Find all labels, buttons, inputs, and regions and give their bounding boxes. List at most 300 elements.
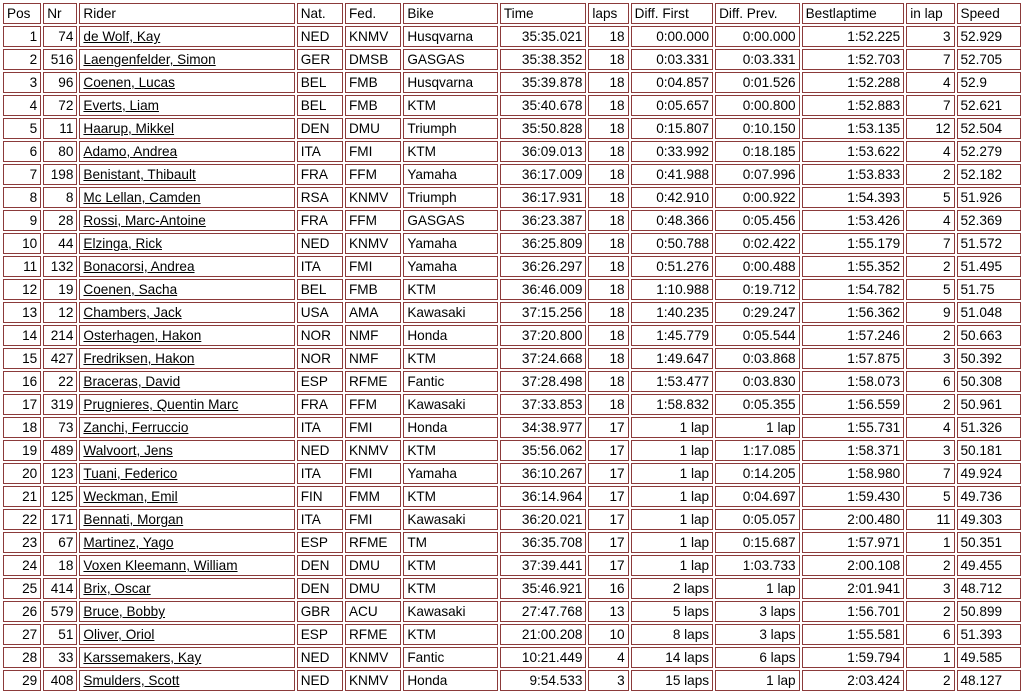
cell-diff-prev: 1:17.085 (715, 440, 800, 461)
rider-link[interactable]: Elzinga, Rick (83, 236, 162, 251)
cell-laps: 18 (588, 164, 628, 185)
table-row (3, 256, 1021, 277)
cell-bike: Kawasaki (403, 601, 498, 622)
cell-diff-prev: 6 laps (715, 647, 800, 668)
cell-speed: 50.392 (957, 348, 1022, 369)
rider-link[interactable]: Zanchi, Ferruccio (83, 420, 189, 435)
cell-rider (79, 509, 294, 530)
cell-bike: KTM (403, 624, 498, 645)
cell-nr: 427 (43, 348, 77, 369)
cell-in-lap: 3 (906, 26, 954, 47)
column-header-laps: laps (588, 3, 628, 24)
cell-nr: 44 (43, 233, 77, 254)
cell-bike: Fantic (403, 371, 498, 392)
cell-fed: DMU (345, 555, 401, 576)
cell-diff-prev: 0:05.544 (715, 325, 800, 346)
cell-diff-first: 0:04.857 (631, 72, 713, 93)
cell-bike: Husqvarna (403, 26, 498, 47)
rider-link[interactable]: Prugnieres, Quentin Marc (83, 397, 239, 412)
cell-in-lap: 12 (906, 118, 954, 139)
cell-rider (79, 95, 294, 116)
column-header-rider: Rider (79, 3, 294, 24)
cell-time: 36:26.297 (500, 256, 587, 277)
rider-link[interactable]: Chambers, Jack (83, 305, 182, 320)
cell-bike: KTM (403, 279, 498, 300)
cell-pos: 10 (3, 233, 41, 254)
cell-rider (79, 647, 294, 668)
cell-in-lap: 9 (906, 302, 954, 323)
cell-pos: 20 (3, 463, 41, 484)
column-header-nr: Nr (43, 3, 77, 24)
cell-bike: GASGAS (403, 210, 498, 231)
cell-diff-first: 0:41.988 (631, 164, 713, 185)
cell-diff-prev: 0:05.057 (715, 509, 800, 530)
cell-bestlaptime: 1:56.559 (802, 394, 905, 415)
cell-nat: ITA (297, 463, 343, 484)
cell-fed: FMB (345, 72, 401, 93)
cell-speed: 51.393 (957, 624, 1022, 645)
cell-pos: 6 (3, 141, 41, 162)
cell-diff-first: 1:40.235 (631, 302, 713, 323)
column-header-diff-first: Diff. First (631, 3, 713, 24)
table-row (3, 72, 1021, 93)
cell-bestlaptime: 1:55.352 (802, 256, 905, 277)
cell-pos: 8 (3, 187, 41, 208)
cell-nr: 171 (43, 509, 77, 530)
cell-laps: 18 (588, 187, 628, 208)
cell-rider (79, 164, 294, 185)
cell-diff-prev: 0:29.247 (715, 302, 800, 323)
table-row (3, 486, 1021, 507)
cell-bestlaptime: 1:59.794 (802, 647, 905, 668)
cell-in-lap: 2 (906, 394, 954, 415)
table-row (3, 601, 1021, 622)
cell-nr: 319 (43, 394, 77, 415)
cell-time: 35:50.828 (500, 118, 587, 139)
cell-pos: 25 (3, 578, 41, 599)
table-row (3, 371, 1021, 392)
table-row (3, 164, 1021, 185)
cell-nat: DEN (297, 555, 343, 576)
cell-bestlaptime: 1:59.430 (802, 486, 905, 507)
cell-rider (79, 325, 294, 346)
rider-link[interactable]: Walvoort, Jens (83, 443, 173, 458)
cell-nr: 408 (43, 670, 77, 691)
cell-nr: 18 (43, 555, 77, 576)
table-row (3, 26, 1021, 47)
cell-time: 36:35.708 (500, 532, 587, 553)
cell-diff-prev: 0:03.830 (715, 371, 800, 392)
cell-nr: 51 (43, 624, 77, 645)
cell-nat: NED (297, 647, 343, 668)
cell-pos: 23 (3, 532, 41, 553)
cell-bestlaptime: 1:58.371 (802, 440, 905, 461)
cell-pos: 1 (3, 26, 41, 47)
table-row (3, 647, 1021, 668)
cell-pos: 12 (3, 279, 41, 300)
cell-pos: 29 (3, 670, 41, 691)
cell-nr: 214 (43, 325, 77, 346)
cell-fed: DMSB (345, 49, 401, 70)
cell-rider (79, 256, 294, 277)
table-row (3, 394, 1021, 415)
cell-nat: NOR (297, 325, 343, 346)
cell-diff-prev: 0:03.868 (715, 348, 800, 369)
header-row (3, 3, 1021, 24)
rider-link[interactable]: Rossi, Marc-Antoine (83, 213, 206, 228)
cell-pos: 16 (3, 371, 41, 392)
rider-link[interactable]: Martinez, Yago (83, 535, 174, 550)
cell-diff-prev: 3 laps (715, 601, 800, 622)
cell-time: 37:28.498 (500, 371, 587, 392)
cell-pos: 14 (3, 325, 41, 346)
cell-pos: 21 (3, 486, 41, 507)
cell-bestlaptime: 1:52.288 (802, 72, 905, 93)
rider-link[interactable]: Mc Lellan, Camden (83, 190, 201, 205)
cell-bike: Kawasaki (403, 509, 498, 530)
cell-speed: 51.495 (957, 256, 1022, 277)
rider-link[interactable]: Braceras, David (83, 374, 181, 389)
table-row (3, 325, 1021, 346)
cell-rider (79, 210, 294, 231)
cell-bestlaptime: 1:55.731 (802, 417, 905, 438)
cell-bestlaptime: 1:55.581 (802, 624, 905, 645)
cell-bike: KTM (403, 578, 498, 599)
cell-nr: 80 (43, 141, 77, 162)
cell-diff-first: 1:58.832 (631, 394, 713, 415)
cell-nr: 123 (43, 463, 77, 484)
cell-laps: 18 (588, 348, 628, 369)
cell-pos: 24 (3, 555, 41, 576)
rider-link[interactable]: Bennati, Morgan (83, 512, 184, 527)
cell-bestlaptime: 2:00.108 (802, 555, 905, 576)
cell-nat: DEN (297, 578, 343, 599)
cell-rider (79, 624, 294, 645)
cell-nat: BEL (297, 72, 343, 93)
cell-diff-first: 2 laps (631, 578, 713, 599)
cell-pos: 5 (3, 118, 41, 139)
cell-in-lap: 7 (906, 49, 954, 70)
cell-diff-first: 0:51.276 (631, 256, 713, 277)
cell-diff-prev: 3 laps (715, 624, 800, 645)
cell-in-lap: 4 (906, 72, 954, 93)
cell-fed: FMM (345, 486, 401, 507)
cell-time: 36:10.267 (500, 463, 587, 484)
cell-bestlaptime: 1:57.246 (802, 325, 905, 346)
cell-bike: KTM (403, 555, 498, 576)
cell-speed: 50.899 (957, 601, 1022, 622)
cell-fed: FFM (345, 394, 401, 415)
column-header-bike: Bike (403, 3, 498, 24)
column-header-speed: Speed (957, 3, 1022, 24)
rider-link[interactable]: Bonacorsi, Andrea (83, 259, 195, 274)
cell-laps: 13 (588, 601, 628, 622)
cell-rider (79, 486, 294, 507)
cell-bike: KTM (403, 486, 498, 507)
cell-bestlaptime: 1:53.833 (802, 164, 905, 185)
cell-speed: 51.048 (957, 302, 1022, 323)
cell-pos: 26 (3, 601, 41, 622)
cell-diff-prev: 0:00.922 (715, 187, 800, 208)
cell-speed: 49.736 (957, 486, 1022, 507)
rider-link[interactable]: Brix, Oscar (83, 581, 151, 596)
cell-diff-first: 0:33.992 (631, 141, 713, 162)
cell-in-lap: 4 (906, 210, 954, 231)
rider-link[interactable]: Fredriksen, Hakon (83, 351, 195, 366)
cell-bestlaptime: 1:52.225 (802, 26, 905, 47)
cell-laps: 18 (588, 302, 628, 323)
cell-laps: 17 (588, 532, 628, 553)
rider-link[interactable]: Haarup, Mikkel (83, 121, 175, 136)
cell-fed: FMI (345, 463, 401, 484)
cell-diff-first: 15 laps (631, 670, 713, 691)
cell-laps: 17 (588, 509, 628, 530)
cell-nat: RSA (297, 187, 343, 208)
cell-bestlaptime: 1:58.073 (802, 371, 905, 392)
cell-nr: 33 (43, 647, 77, 668)
cell-speed: 50.663 (957, 325, 1022, 346)
cell-nr: 11 (43, 118, 77, 139)
cell-time: 34:38.977 (500, 417, 587, 438)
cell-nr: 19 (43, 279, 77, 300)
cell-bike: GASGAS (403, 49, 498, 70)
cell-diff-first: 0:42.910 (631, 187, 713, 208)
cell-diff-first: 0:50.788 (631, 233, 713, 254)
cell-diff-first: 1 lap (631, 486, 713, 507)
cell-in-lap: 7 (906, 463, 954, 484)
cell-time: 36:17.009 (500, 164, 587, 185)
table-row (3, 463, 1021, 484)
cell-fed: FMI (345, 417, 401, 438)
cell-rider (79, 371, 294, 392)
rider-link[interactable]: Bruce, Bobby (83, 604, 166, 619)
cell-bike: Yamaha (403, 256, 498, 277)
table-row (3, 578, 1021, 599)
rider-link[interactable]: Tuani, Federico (83, 466, 178, 481)
cell-time: 37:15.256 (500, 302, 587, 323)
cell-bike: Husqvarna (403, 72, 498, 93)
cell-time: 37:33.853 (500, 394, 587, 415)
cell-laps: 18 (588, 256, 628, 277)
table-row (3, 233, 1021, 254)
cell-time: 35:40.678 (500, 95, 587, 116)
cell-time: 37:20.800 (500, 325, 587, 346)
cell-diff-first: 14 laps (631, 647, 713, 668)
table-row (3, 509, 1021, 530)
table-row (3, 532, 1021, 553)
cell-fed: FMI (345, 509, 401, 530)
cell-nr: 579 (43, 601, 77, 622)
cell-nat: BEL (297, 95, 343, 116)
cell-rider (79, 26, 294, 47)
cell-pos: 22 (3, 509, 41, 530)
cell-rider (79, 141, 294, 162)
cell-diff-first: 1 lap (631, 463, 713, 484)
rider-link[interactable]: Karssemakers, Kay (83, 650, 202, 665)
cell-nat: NOR (297, 348, 343, 369)
cell-nat: NED (297, 440, 343, 461)
cell-rider (79, 49, 294, 70)
cell-diff-first: 0:15.807 (631, 118, 713, 139)
cell-speed: 51.926 (957, 187, 1022, 208)
cell-fed: FMB (345, 95, 401, 116)
cell-fed: ACU (345, 601, 401, 622)
cell-fed: KNMV (345, 670, 401, 691)
cell-in-lap: 2 (906, 325, 954, 346)
cell-laps: 18 (588, 210, 628, 231)
cell-bike: Honda (403, 417, 498, 438)
cell-pos: 11 (3, 256, 41, 277)
cell-speed: 50.308 (957, 371, 1022, 392)
cell-time: 35:56.062 (500, 440, 587, 461)
cell-bike: Yamaha (403, 164, 498, 185)
cell-nat: ITA (297, 417, 343, 438)
rider-link[interactable]: Coenen, Sacha (83, 282, 178, 297)
cell-in-lap: 2 (906, 670, 954, 691)
rider-link[interactable]: Adamo, Andrea (83, 144, 178, 159)
rider-link[interactable]: Osterhagen, Hakon (83, 328, 202, 343)
cell-rider (79, 187, 294, 208)
cell-fed: DMU (345, 118, 401, 139)
cell-bestlaptime: 1:57.971 (802, 532, 905, 553)
cell-diff-first: 1 lap (631, 555, 713, 576)
rider-link[interactable]: de Wolf, Kay (83, 29, 161, 44)
rider-link[interactable]: Laengenfelder, Simon (83, 52, 216, 67)
cell-nat: NED (297, 670, 343, 691)
cell-diff-first: 1:10.988 (631, 279, 713, 300)
cell-bike: KTM (403, 348, 498, 369)
cell-pos: 3 (3, 72, 41, 93)
cell-nat: NED (297, 26, 343, 47)
table-row (3, 440, 1021, 461)
cell-rider (79, 670, 294, 691)
cell-nr: 8 (43, 187, 77, 208)
cell-time: 9:54.533 (500, 670, 587, 691)
cell-bike: Fantic (403, 647, 498, 668)
cell-time: 21:00.208 (500, 624, 587, 645)
cell-nr: 489 (43, 440, 77, 461)
cell-pos: 13 (3, 302, 41, 323)
cell-bestlaptime: 1:56.701 (802, 601, 905, 622)
cell-fed: KNMV (345, 647, 401, 668)
cell-diff-first: 5 laps (631, 601, 713, 622)
cell-diff-first: 1:49.647 (631, 348, 713, 369)
cell-speed: 52.504 (957, 118, 1022, 139)
cell-nat: BEL (297, 279, 343, 300)
cell-in-lap: 3 (906, 348, 954, 369)
cell-bestlaptime: 1:53.622 (802, 141, 905, 162)
cell-fed: FMI (345, 141, 401, 162)
cell-pos: 17 (3, 394, 41, 415)
cell-nat: ITA (297, 509, 343, 530)
cell-diff-first: 0:00.000 (631, 26, 713, 47)
cell-bike: Yamaha (403, 233, 498, 254)
cell-nr: 67 (43, 532, 77, 553)
table-row (3, 95, 1021, 116)
rider-link[interactable]: Benistant, Thibault (83, 167, 196, 182)
cell-time: 36:25.809 (500, 233, 587, 254)
cell-in-lap: 5 (906, 279, 954, 300)
cell-rider (79, 394, 294, 415)
column-header-diff-prev: Diff. Prev. (715, 3, 800, 24)
cell-diff-first: 1:45.779 (631, 325, 713, 346)
cell-speed: 49.303 (957, 509, 1022, 530)
cell-time: 36:46.009 (500, 279, 587, 300)
table-row (3, 279, 1021, 300)
rider-link[interactable]: Everts, Liam (83, 98, 159, 113)
cell-laps: 3 (588, 670, 628, 691)
rider-link[interactable]: Weckman, Emil (83, 489, 178, 504)
cell-diff-prev: 1 lap (715, 578, 800, 599)
cell-bestlaptime: 1:53.135 (802, 118, 905, 139)
cell-fed: KNMV (345, 26, 401, 47)
rider-link[interactable]: Coenen, Lucas (83, 75, 175, 90)
cell-nat: GER (297, 49, 343, 70)
cell-bestlaptime: 1:57.875 (802, 348, 905, 369)
cell-bike: Honda (403, 670, 498, 691)
cell-diff-first: 8 laps (631, 624, 713, 645)
cell-nr: 132 (43, 256, 77, 277)
cell-speed: 50.181 (957, 440, 1022, 461)
cell-rider (79, 463, 294, 484)
cell-time: 37:24.668 (500, 348, 587, 369)
cell-rider (79, 233, 294, 254)
cell-speed: 52.705 (957, 49, 1022, 70)
table-row (3, 417, 1021, 438)
cell-bestlaptime: 1:58.980 (802, 463, 905, 484)
cell-pos: 28 (3, 647, 41, 668)
cell-in-lap: 3 (906, 578, 954, 599)
table-row (3, 141, 1021, 162)
cell-rider (79, 279, 294, 300)
rider-link[interactable]: Voxen Kleemann, William (83, 558, 238, 573)
cell-bestlaptime: 2:00.480 (802, 509, 905, 530)
rider-link[interactable]: Oliver, Oriol (83, 627, 155, 642)
cell-diff-prev: 0:00.800 (715, 95, 800, 116)
cell-in-lap: 7 (906, 95, 954, 116)
cell-nat: ESP (297, 624, 343, 645)
cell-bestlaptime: 1:54.782 (802, 279, 905, 300)
cell-diff-prev: 1 lap (715, 670, 800, 691)
cell-laps: 18 (588, 141, 628, 162)
cell-rider (79, 302, 294, 323)
cell-time: 35:39.878 (500, 72, 587, 93)
cell-time: 27:47.768 (500, 601, 587, 622)
cell-nr: 96 (43, 72, 77, 93)
cell-in-lap: 5 (906, 486, 954, 507)
cell-rider (79, 578, 294, 599)
cell-fed: RFME (345, 532, 401, 553)
cell-laps: 17 (588, 463, 628, 484)
cell-diff-prev: 0:00.000 (715, 26, 800, 47)
cell-time: 36:17.931 (500, 187, 587, 208)
table-row (3, 49, 1021, 70)
cell-pos: 9 (3, 210, 41, 231)
rider-link[interactable]: Smulders, Scott (83, 673, 180, 688)
cell-bike: Yamaha (403, 463, 498, 484)
cell-bike: KTM (403, 95, 498, 116)
cell-bestlaptime: 1:52.883 (802, 95, 905, 116)
cell-diff-first: 1 lap (631, 532, 713, 553)
cell-time: 35:38.352 (500, 49, 587, 70)
cell-bestlaptime: 1:56.362 (802, 302, 905, 323)
table-row (3, 118, 1021, 139)
column-header-fed: Fed. (345, 3, 401, 24)
cell-bike: Kawasaki (403, 394, 498, 415)
cell-diff-first: 0:48.366 (631, 210, 713, 231)
cell-nr: 74 (43, 26, 77, 47)
cell-rider (79, 532, 294, 553)
